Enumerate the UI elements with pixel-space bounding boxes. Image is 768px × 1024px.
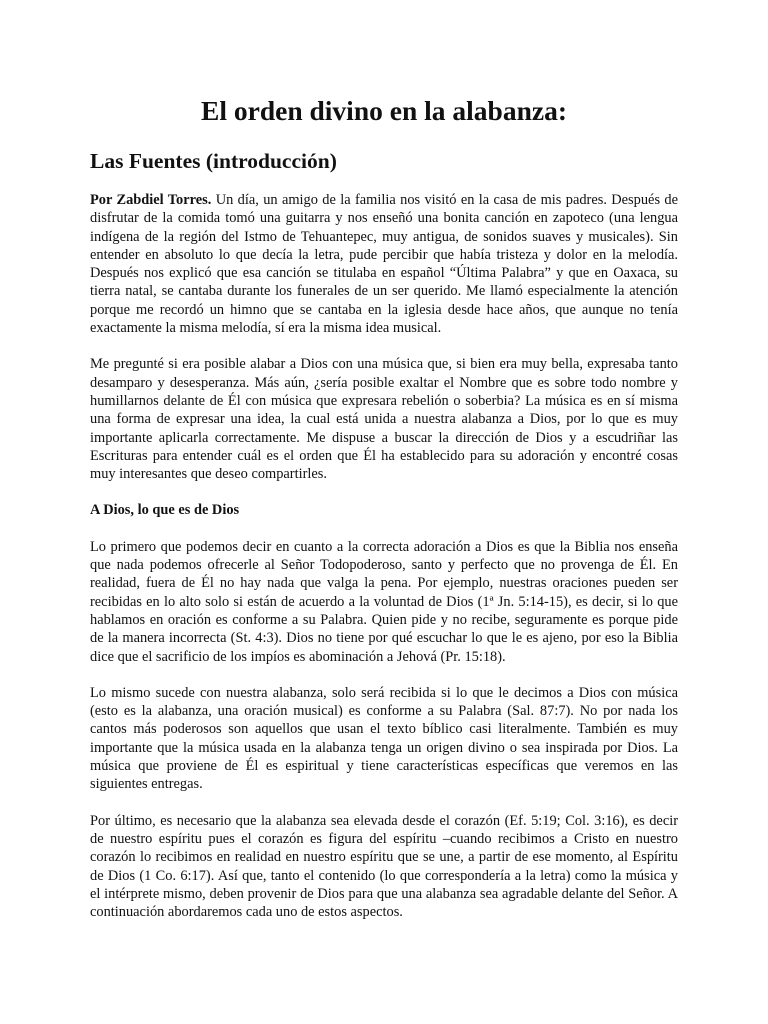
section-heading: A Dios, lo que es de Dios <box>90 502 240 519</box>
intro-paragraph-1 <box>90 191 678 337</box>
intro-paragraph-2: Me pregunté si era posible alabar a Dios con una música que, si bien era muy bella, expresaba tanto desamparo y desesperanza. Más aún, ¿sería posible exaltar el Nombre que es sobre todo nombre y humillarnos delante de Él con música que expresara rebelión o soberbia? La música es en sí misma una forma de expresar una idea, la cual está unida a nuestra alabanza a Dios, por lo que es muy importante aplicarla correctamente. Me dispuse a buscar la dirección de Dios y a escudriñar las Escrituras para entender cuál es el orden que Él ha establecido para su adoración y encontré cosas muy interesantes que deseo compartirles. <box>90 356 678 483</box>
author-byline: Por Zabdiel Torres. <box>90 192 212 208</box>
section-paragraph-2: Lo mismo sucede con nuestra alabanza, solo será recibida si lo que le decimos a Dios con música (esto es la alabanza, una oración musical) es conforme a su Palabra (Sal. 87:7). No por nada los cantos más poderosos son aquellos que usan el texto bíblico casi literalmente. También es muy importante que la música usada en la alabanza tenga un origen divino o sea inspirada por Dios. La música que proviene de Él es espiritual y tiene características específicas que veremos en las siguientes entregas. <box>90 684 678 793</box>
section-paragraph-1: Lo primero que podemos decir en cuanto a la correcta adoración a Dios es que la Biblia nos enseña que nada podemos ofrecerle al Señor Todopoderoso, santo y perfecto que no provenga de Él. En realidad, fuera de Él no hay nada que valga la pena. Por ejemplo, nuestras oraciones pueden ser recibidas en lo alto solo si están de acuerdo a la voluntad de Dios (1ª Jn. 5:14-15), es decir, si lo que hablamos en oración es conforme a su Palabra. Quien pide y no recibe, seguramente es porque pide de la manera incorrecta (St. 4:3). Dios no tiene por qué escuchar lo que le es ajeno, por eso la Biblia dice que el sacrificio de los impíos es abominación a Jehová (Pr. 15:18). <box>90 538 678 665</box>
document-subtitle: Las Fuentes (introducción) <box>90 149 337 173</box>
section-paragraph-3: Por último, es necesario que la alabanza sea elevada desde el corazón (Ef. 5:19; Col. 3:16), es decir de nuestro espíritu pues el corazón es figura del espíritu –cuando recibimos a Cristo en nuestro corazón lo recibimos en realidad en nuestro espíritu que se une, a partir de ese momento, al Espíritu de Dios (1 Co. 6:17). Así que, tanto el contenido (lo que correspondería a la letra) como la música y el intérprete mismo, deben provenir de Dios para que una alabanza sea agradable delante del Señor. A continuación abordaremos cada uno de estos aspectos. <box>90 812 678 921</box>
document-page <box>90 94 678 939</box>
intro-paragraph-1-text: Un día, un amigo de la familia nos visitó en la casa de mis padres. Después de disfrutar de la comida tomó una guitarra y nos enseñó una bonita canción en zapoteco (una lengua indígena de la región del Istmo de Tehuantepec, muy antigua, de sonidos suaves y musicales). Sin entender en absoluto lo que decía la letra, pude percibir que había tristeza y dolor en la melodía. Después nos explicó que esa canción se titulaba en español “Última Palabra” y que en Oaxaca, su tierra natal, se cantaba durante los funerales de un ser querido. Me llamó especialmente la atención porque me recordó un himno que se cantaba en la iglesia desde hace años, que aunque no tenía exactamente la misma melodía, sí era la misma idea musical. <box>90 192 678 337</box>
document-title: El orden divino en la alabanza: <box>201 95 567 126</box>
